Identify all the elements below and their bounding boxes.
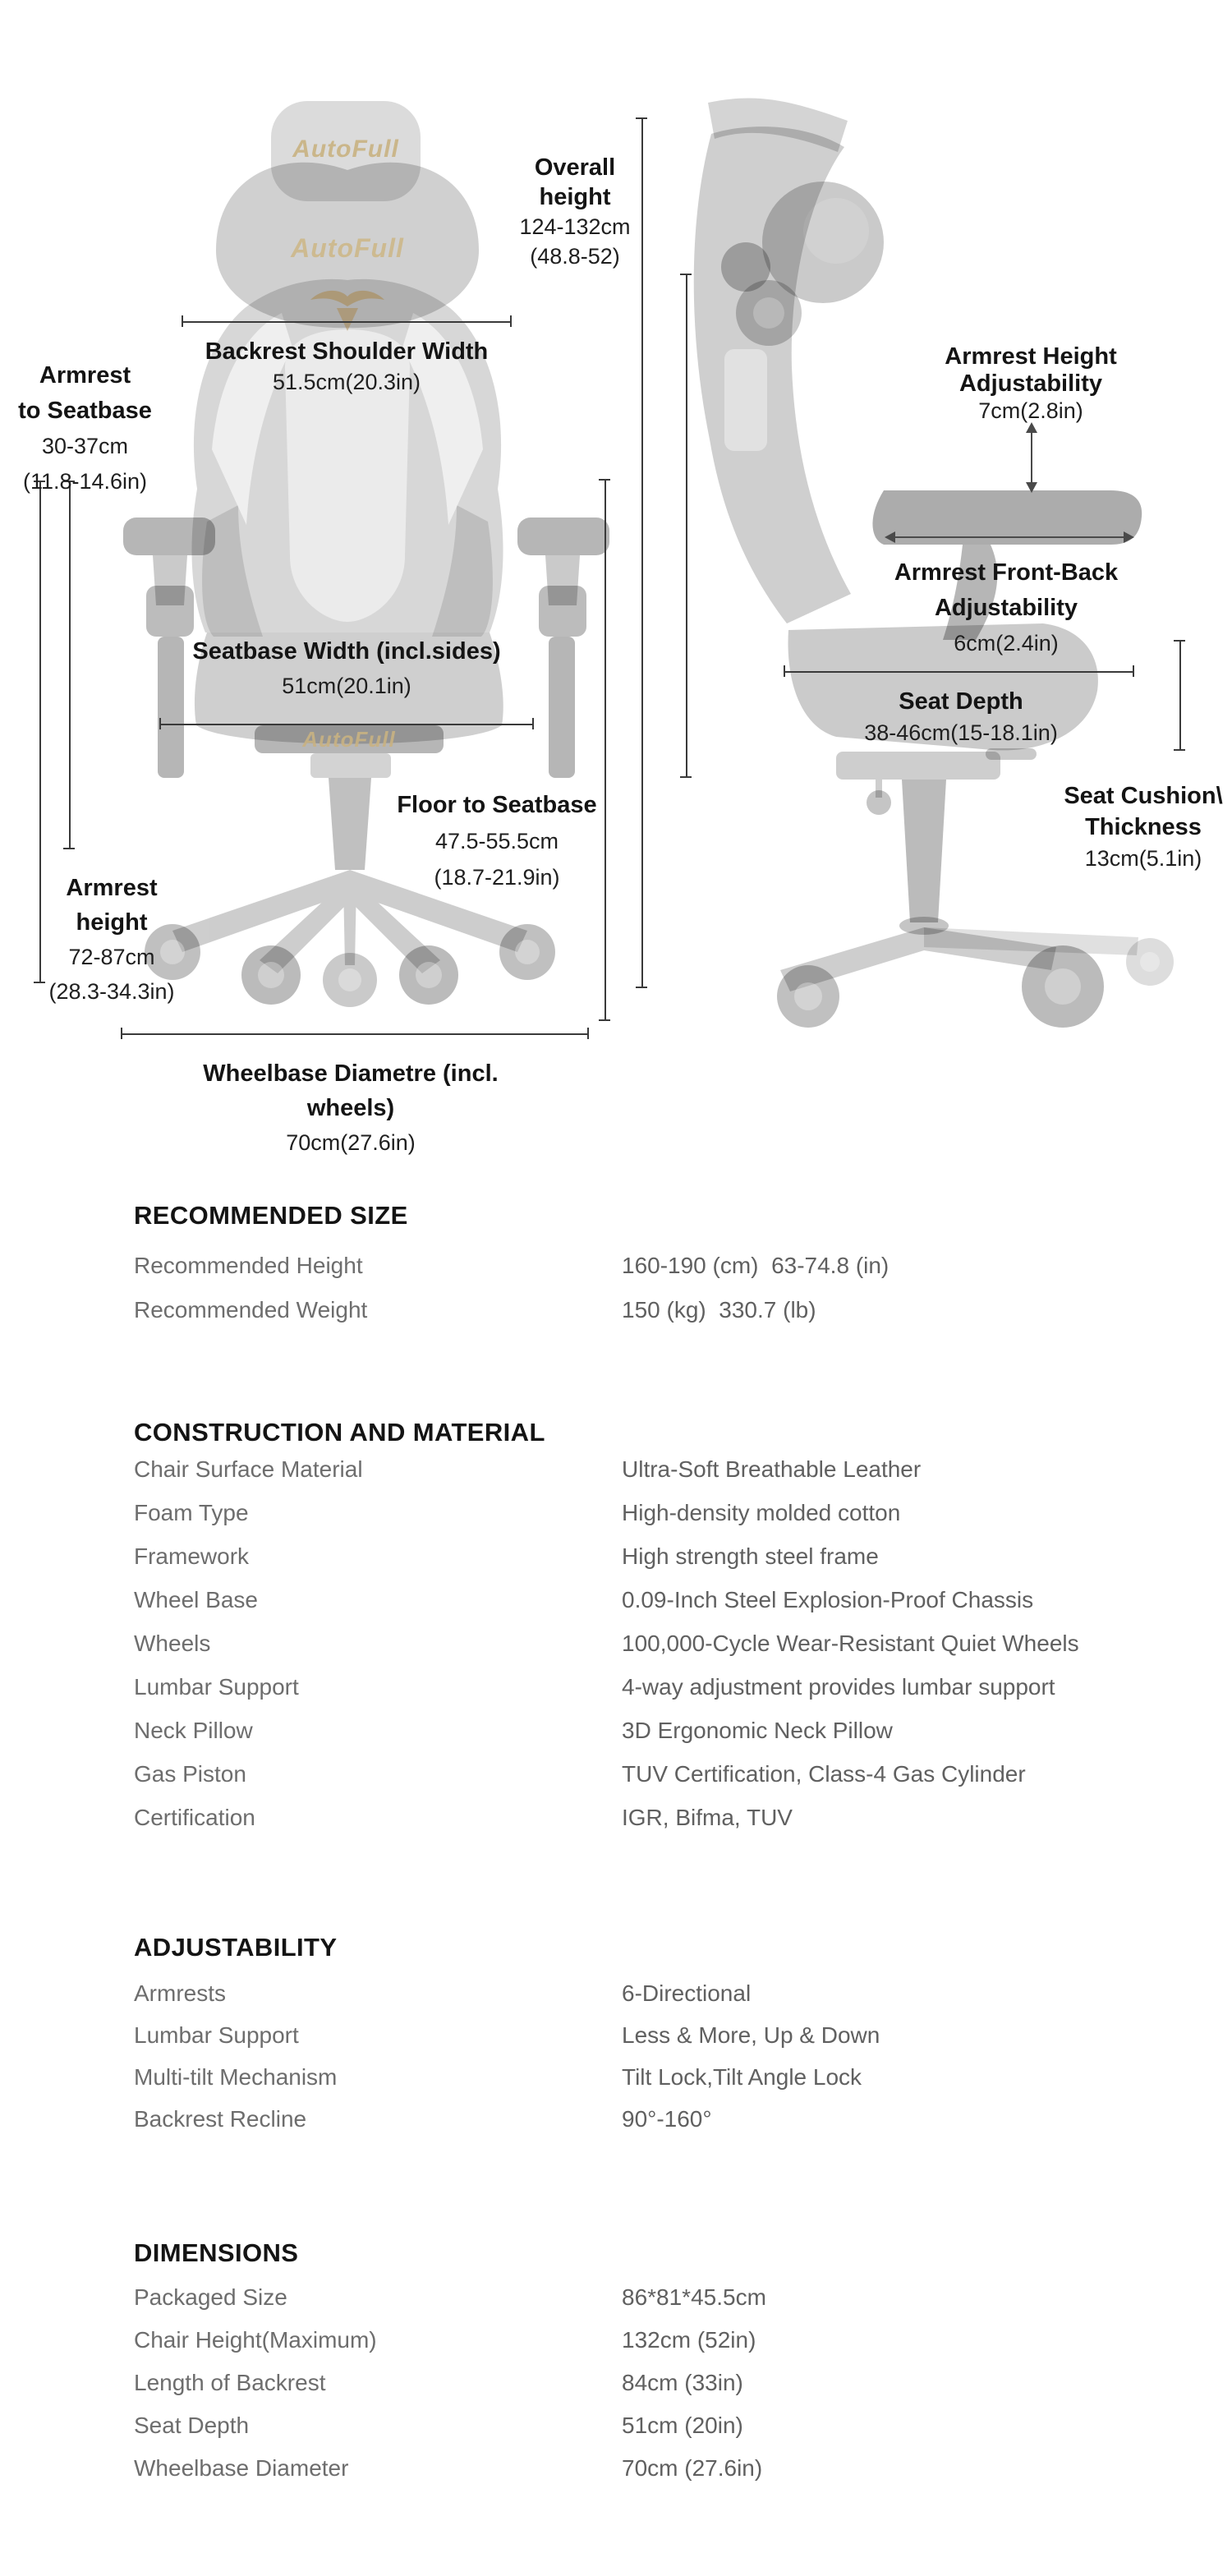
table-row [134,2447,1144,2490]
dimension-title: Adjustability [958,370,1102,397]
table-row [134,1709,1144,1752]
dimension-value: 51cm(20.1in) [282,674,411,698]
table-row [134,2319,1144,2362]
spec-value: 100,000-Cycle Wear-Resistant Quiet Wheels [622,1630,1079,1656]
dimension-value: 72-87cm [68,945,155,969]
dimension-value: (18.7-21.9in) [434,865,560,890]
table-row [134,1796,1144,1839]
table-row [134,2056,1144,2098]
table-row [134,1972,1144,2014]
dimension-title: Floor to Seatbase [397,792,597,818]
overall-height-dimension [472,153,678,271]
spec-value: 90°-160° [622,2105,712,2132]
spec-label: Chair Surface Material [134,1456,363,1482]
spec-value: IGR, Bifma, TUV [622,1804,793,1830]
spec-label: Framework [134,1543,250,1569]
pillow-logo: AutoFull [291,233,404,263]
dimension-line-cap [599,479,610,481]
dimension-line-cap [121,1028,122,1039]
armrest-front-back-arrow [894,536,1124,538]
spec-value: 0.09-Inch Steel Explosion-Proof Chassis [622,1586,1034,1612]
dimension-value: (28.3-34.3in) [48,979,175,1004]
arrow-left-icon [885,531,895,543]
table-row [134,1578,1144,1622]
spec-rows [134,1244,1144,1332]
spec-label: Wheel Base [134,1586,258,1612]
dimension-title: height [76,909,148,936]
armrest-front-back-dimension [883,555,1129,661]
seat-depth-line [784,671,1133,673]
table-row [134,2276,1144,2319]
dimension-title: to Seatbase [18,398,152,424]
dimension-line-cap [587,1028,589,1039]
table-row [134,1752,1144,1796]
dimension-line-cap [63,848,75,849]
spec-value: High-density molded cotton [622,1499,901,1525]
section-recommended-size [134,1201,1144,1332]
table-row [134,1244,1144,1288]
spec-label: Armrests [134,1980,226,2006]
spec-value: 3D Ergonomic Neck Pillow [622,1717,893,1743]
spec-rows [134,2276,1144,2490]
dimension-title: height [539,184,611,210]
spec-value: 6-Directional [622,1980,752,2006]
seat-cushion-thickness-dimension [1024,780,1232,874]
dimension-title: Armrest Front-Back [894,559,1119,586]
spec-label: Packaged Size [134,2284,287,2310]
spec-value: 84cm (33in) [622,2370,743,2395]
spec-rows [134,1972,1144,2140]
section-adjustability [134,1933,1144,2140]
dimension-title: Seat Depth [899,688,1023,715]
armrest-height-adjust-arrow [1031,430,1032,485]
section-header: ADJUSTABILITY [134,1933,338,1962]
dimension-line-cap [599,1019,610,1021]
spec-label: Wheels [134,1630,211,1656]
spec-value: 70cm (27.6in) [622,2455,763,2481]
dimension-line-cap [159,718,161,729]
armrest-to-seatbase-line [69,481,71,849]
floor-to-seatbase-dimension [374,787,620,895]
dimension-line-cap [1174,640,1185,642]
table-row [134,1491,1144,1534]
dimension-value: 6cm(2.4in) [954,631,1059,656]
spec-label: Lumbar Support [134,1673,299,1700]
spec-label: Neck Pillow [134,1717,253,1743]
dimension-title: Seatbase Width (incl.sides) [192,638,501,665]
section-construction-material [134,1418,1144,1839]
spec-label: Backrest Recline [134,2105,307,2132]
spec-rows [134,1447,1144,1839]
dimension-line-cap [182,315,183,327]
wheelbase-dimension [166,1056,536,1160]
spec-label: Gas Piston [134,1760,246,1787]
dimension-line-cap [680,776,692,778]
dimension-line-cap [636,117,647,119]
spec-label: Recommended Height [134,1253,363,1278]
spec-label: Chair Height(Maximum) [134,2327,377,2353]
dimension-line-cap [636,987,647,988]
spec-label: Wheelbase Diameter [134,2455,349,2481]
arrow-right-icon [1124,531,1134,543]
table-row [134,1665,1144,1709]
dimension-title: Armrest Height [945,343,1117,370]
armrest-height-dimension [25,871,198,1009]
section-header: DIMENSIONS [134,2238,299,2267]
table-row [134,2098,1144,2140]
dimension-value: (11.8-14.6in) [22,469,148,494]
dimension-title: Armrest [39,362,131,389]
spec-value: Ultra-Soft Breathable Leather [622,1456,922,1482]
table-row [134,2404,1144,2447]
spec-label: Recommended Weight [134,1297,368,1322]
dimension-line-cap [1133,665,1134,677]
spec-label: Foam Type [134,1499,249,1525]
backrest-shoulder-width-line [182,321,511,323]
dimension-line-cap [532,718,534,729]
table-row [134,2014,1144,2056]
spec-value: 51cm (20in) [622,2413,743,2438]
spec-value: Less & More, Up & Down [622,2022,880,2048]
arrow-down-icon [1026,482,1037,493]
dimension-value: 51.5cm(20.3in) [272,370,421,394]
armrest-to-seatbase-dimension [0,358,170,499]
section-header: RECOMMENDED SIZE [134,1201,408,1230]
table-row [134,1288,1144,1332]
spec-label: Multi-tilt Mechanism [134,2063,338,2090]
dimension-title: Adjustability [934,595,1078,621]
dimension-value: 70cm(27.6in) [286,1130,416,1155]
spec-value: 160-190 (cm) 63-74.8 (in) [622,1253,890,1278]
dimension-value: 13cm(5.1in) [1084,846,1202,871]
wheelbase-line [122,1033,588,1035]
dimension-value: 124-132cm [519,214,631,239]
spec-value: 4-way adjustment provides lumbar support [622,1673,1055,1700]
armrest-height-adjustability-dimension [908,343,1154,425]
dimension-value: 47.5-55.5cm [434,829,559,853]
table-row [134,1447,1144,1491]
seatbase-width-line [160,724,533,725]
spec-label: Lumbar Support [134,2022,299,2048]
seat-plate-logo: AutoFull [302,727,396,752]
dimension-line-cap [1174,749,1185,751]
section-dimensions [134,2238,1144,2490]
dimension-value: 38-46cm(15-18.1in) [864,720,1058,745]
dimension-line-cap [510,315,512,327]
spec-value: 132cm (52in) [622,2327,756,2353]
spec-value: High strength steel frame [622,1543,879,1569]
dimension-title: Backrest Shoulder Width [205,338,489,365]
dimension-title: Wheelbase Diametre (incl. wheels) [203,1060,499,1121]
headrest-logo: AutoFull [292,136,399,163]
dimension-title: Overall [534,154,616,181]
dimension-title: Thickness [1085,814,1202,840]
dimension-value: 30-37cm [41,434,129,458]
spec-value: 86*81*45.5cm [622,2284,766,2310]
table-row [134,1622,1144,1665]
table-row [134,2362,1144,2404]
seat-cushion-thickness-line [1179,641,1181,750]
spec-label: Length of Backrest [134,2370,326,2395]
dimension-line-cap [680,274,692,275]
section-header: CONSTRUCTION AND MATERIAL [134,1418,545,1447]
dimension-line-cap [784,665,785,677]
spec-value: TUV Certification, Class-4 Gas Cylinder [622,1760,1026,1787]
seat-depth-dimension [838,686,1084,748]
dimension-title: Armrest [66,875,158,901]
dimension-value: (48.8-52) [530,244,620,269]
spec-label: Certification [134,1804,255,1830]
seatbase-width-dimension [182,634,511,703]
dimension-value: 7cm(2.8in) [978,398,1083,423]
spec-value: 150 (kg) 330.7 (lb) [622,1297,816,1322]
spec-value: Tilt Lock,Tilt Angle Lock [622,2063,862,2090]
table-row [134,1534,1144,1578]
backrest-length-line [686,274,687,777]
backrest-shoulder-width-dimension [199,337,494,397]
spec-label: Seat Depth [134,2413,250,2438]
dimension-title: Seat Cushion\ [1064,783,1223,809]
floor-to-seatbase-line [605,480,606,1020]
